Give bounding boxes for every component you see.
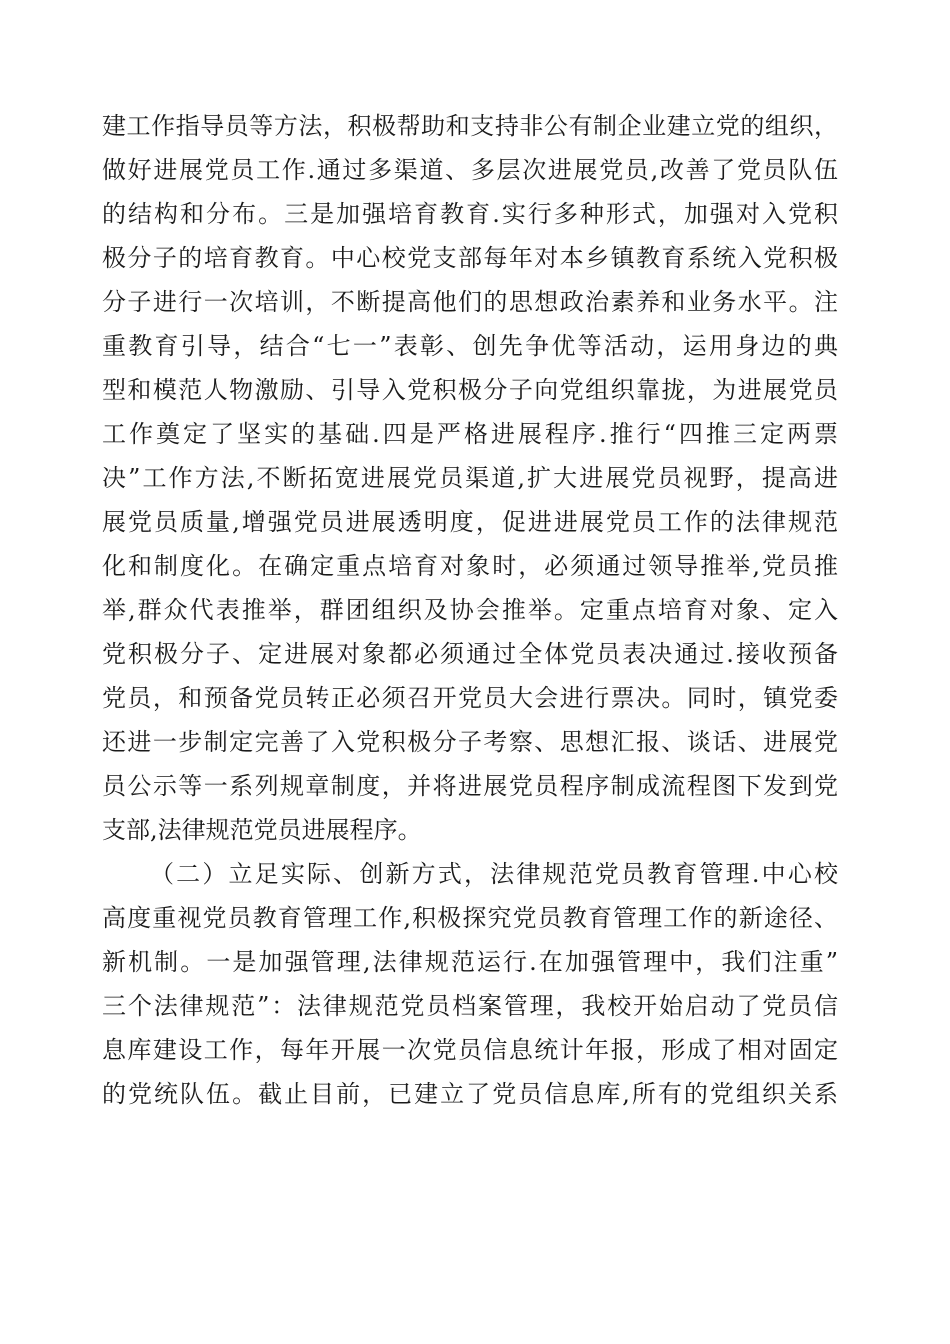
text-line: 的党统队伍。截止目前，已建立了党员信息库,所有的党组织关系 <box>102 1080 838 1108</box>
text-line: 党积极分子、定进展对象都必须通过全体党员表决通过.接收预备 <box>102 640 838 668</box>
text-line: 决”工作方法,不断拓宽进展党员渠道,扩大进展党员视野，提高进 <box>102 464 838 492</box>
text-line: 重教育引导，结合“七一”表彰、创先争优等活动，运用身边的典 <box>102 332 838 360</box>
text-line: 展党员质量,增强党员进展透明度，促进进展党员工作的法律规范 <box>102 508 838 536</box>
text-line: 新机制。一是加强管理,法律规范运行.在加强管理中，我们注重” <box>102 948 838 976</box>
text-line: 做好进展党员工作.通过多渠道、多层次进展党员,改善了党员队伍 <box>102 156 838 184</box>
text-line: 息库建设工作，每年开展一次党员信息统计年报，形成了相对固定 <box>102 1036 838 1064</box>
text-line: 工作奠定了坚实的基础.四是严格进展程序.推行“四推三定两票 <box>102 420 838 448</box>
paragraph-1 <box>102 104 838 852</box>
text-line: 举,群众代表推举，群团组织及协会推举。定重点培育对象、定入 <box>102 596 838 624</box>
text-line: 极分子的培育教育。中心校党支部每年对本乡镇教育系统入党积极 <box>102 244 838 272</box>
paragraph-2 <box>102 852 838 1116</box>
text-line: 建工作指导员等方法，积极帮助和支持非公有制企业建立党的组织， <box>102 112 838 140</box>
text-line: 高度重视党员教育管理工作,积极探究党员教育管理工作的新途径、 <box>102 904 838 932</box>
text-line: 的结构和分布。三是加强培育教育.实行多种形式，加强对入党积 <box>102 200 838 228</box>
text-line: 支部,法律规范党员进展程序。 <box>102 816 422 844</box>
text-line: 员公示等一系列规章制度，并将进展党员程序制成流程图下发到党 <box>102 772 838 800</box>
text-line: 化和制度化。在确定重点培育对象时，必须通过领导推举,党员推 <box>102 552 838 580</box>
text-line: 还进一步制定完善了入党积极分子考察、思想汇报、谈话、进展党 <box>102 728 838 756</box>
text-line: 分子进行一次培训，不断提高他们的思想政治素养和业务水平。注 <box>102 288 838 316</box>
text-line: 党员，和预备党员转正必须召开党员大会进行票决。同时，镇党委 <box>102 684 838 712</box>
text-line: 三个法律规范”：法律规范党员档案管理，我校开始启动了党员信 <box>102 992 838 1020</box>
text-line: 型和模范人物激励、引导入党积极分子向党组织靠拢，为进展党员 <box>102 376 838 404</box>
text-line: （二）立足实际、创新方式，法律规范党员教育管理.中心校 <box>150 860 838 888</box>
document-body <box>102 104 838 1116</box>
